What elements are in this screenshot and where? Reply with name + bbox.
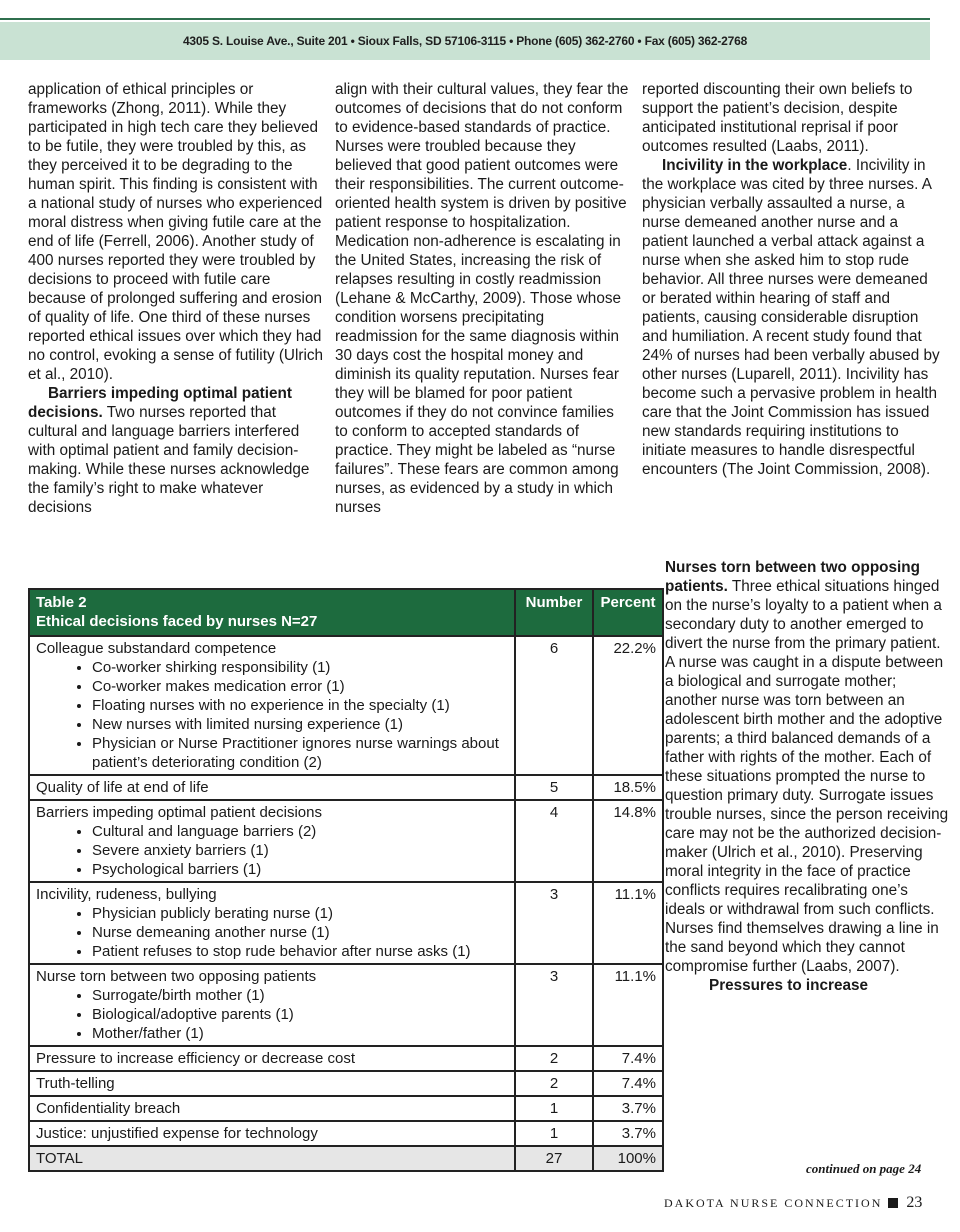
section-heading: Barriers impeding optimal patient decisions. (28, 385, 292, 421)
category-cell (29, 1096, 515, 1121)
magazine-name: DAKOTA NURSE CONNECTION (664, 1195, 883, 1210)
table-row (29, 1046, 663, 1071)
table-row (29, 800, 663, 882)
list-item: • Biological/adoptive parents (1) (92, 1005, 508, 1024)
percent-cell: 7.4% (593, 1046, 663, 1071)
table-row (29, 882, 663, 964)
category-label: Incivility, rudeness, bullying (36, 886, 217, 903)
table-title: Table 2 (36, 594, 87, 611)
list-item: • Physician or Nurse Practitioner ignores nurse warnings about patient’s deteriorating condition (2) (92, 734, 508, 772)
category-cell (29, 775, 515, 800)
list-item: • Floating nurses with no experience in the specialty (1) (92, 696, 508, 715)
total-row (29, 1146, 663, 1171)
list-item: • Co-worker shirking responsibility (1) (92, 658, 508, 677)
category-cell (29, 800, 515, 882)
category-label: Justice: unjustified expense for technology (36, 1125, 318, 1142)
category-label: Quality of life at end of life (36, 779, 209, 796)
table-title-cell (29, 589, 515, 636)
number-column-header: Number (515, 589, 593, 636)
list-item: • Patient refuses to stop rude behavior after nurse asks (1) (92, 942, 508, 961)
table-header-row (29, 589, 663, 636)
paragraph: align with their cultural values, they fear the outcomes of decisions that do not conform to evidence-based standards of practice. Nurses were troubled because they believed that good patient outcomes were their responsibilities. The current outcome-oriented health system is driven by positive patient response to hospitalization. Medication non-adherence is escalating in the United States, increasing the risk of relapses resulting in costly readmission (Lehane & McCarthy, 2009). Those whose condition worsens precipitating readmission for the same diagnosis within 30 days cost the hospital money and diminish its quality reputation. Nurses fear they will be blamed for poor patient outcomes if they do not convince families to conform to accepted standards of practice. They might be labeled as “nurse failures”. These fears are common among nurses, as evidenced by a study in which nurses (335, 81, 629, 516)
table-row (29, 1096, 663, 1121)
sub-item-list (36, 904, 508, 961)
number-cell: 3 (515, 964, 593, 1046)
percent-cell: 11.1% (593, 964, 663, 1046)
number-cell: 1 (515, 1096, 593, 1121)
table-row (29, 775, 663, 800)
list-item: • Psychological barriers (1) (92, 860, 508, 879)
number-cell: 5 (515, 775, 593, 800)
total-number: 27 (515, 1146, 593, 1171)
paragraph: application of ethical principles or frameworks (Zhong, 2011). While they participated in high tech care they believed to be futile, they were troubled by this, as they perceived it to be degrading to the human spirit. This finding is consistent with a national study of nurses who experienced moral distress when giving futile care at the end of life (Ferrell, 2006). Another study of 400 nurses reported they were troubled by decisions to proceed with futile care because of prolonged suffering and erosion of quality of life. One third of these nurses reported ethical issues over which they had no control, evoking a sense of futility (Ulrich et al., 2010). (28, 81, 324, 383)
list-item: • Severe anxiety barriers (1) (92, 841, 508, 860)
total-percent: 100% (593, 1146, 663, 1171)
table-row (29, 1071, 663, 1096)
list-item: • New nurses with limited nursing experience (1) (92, 715, 508, 734)
list-item: • Nurse demeaning another nurse (1) (92, 923, 508, 942)
percent-cell: 22.2% (593, 636, 663, 775)
number-cell: 3 (515, 882, 593, 964)
list-item: • Co-worker makes medication error (1) (92, 677, 508, 696)
number-cell: 2 (515, 1071, 593, 1096)
list-item: • Cultural and language barriers (2) (92, 822, 508, 841)
paragraph: reported discounting their own beliefs to support the patient’s decision, despite anticipated institutional reprisal if poor outcomes resulted (Laabs, 2011). (642, 81, 913, 155)
page-number: 23 (906, 1194, 923, 1211)
category-label: Nurse torn between two opposing patients (36, 968, 317, 985)
list-item: • Mother/father (1) (92, 1024, 508, 1043)
address-line: 4305 S. Louise Ave., Suite 201 • Sioux Falls, SD 57106-3115 • Phone (605) 362-2760 • Fax (605) 362-2768 (182, 34, 748, 48)
percent-cell: 14.8% (593, 800, 663, 882)
section-heading: Nurses torn between two opposing patients. (665, 559, 920, 595)
category-label: Pressure to increase efficiency or decrease cost (36, 1050, 356, 1067)
continued-note: continued on page 24 (806, 1161, 922, 1176)
header-rule (0, 18, 930, 20)
section-heading: Pressures to increase (709, 977, 869, 994)
list-item: • Physician publicly berating nurse (1) (92, 904, 508, 923)
list-item: • Surrogate/birth mother (1) (92, 986, 508, 1005)
ethical-decisions-table (28, 588, 664, 1172)
number-cell: 6 (515, 636, 593, 775)
paragraph: Three ethical situations hinged on the nurse’s loyalty to a patient when a secondary duty to another emerged to divert the nurse from the primary patient. A nurse was caught in a dispute between a biological and surrogate mother; another nurse was torn between an adolescent birth mother and the adoptive parents; a third balanced demands of a father with rights of the mother. Each of these situations prompted the nurse to question primary duty. Surrogate issues trouble nurses, since the person receiving care may not be the authorized decision-maker (Ulrich et al., 2010). Preserving moral integrity in the face of practice conflicts requires recalibrating one’s ideals or withdrawal from such conflicts. Nurses find themselves drawing a line in the sand beyond which they cannot compromise further (Laabs, 2007). (665, 578, 949, 975)
percent-cell: 7.4% (593, 1071, 663, 1096)
text-column-3 (642, 80, 942, 479)
percent-cell: 11.1% (593, 882, 663, 964)
sub-item-list (36, 658, 508, 772)
text-column-1 (28, 80, 324, 517)
section-heading: Incivility in the workplace (662, 157, 848, 174)
percent-column-header: Percent (593, 589, 663, 636)
paragraph: . Incivility in the workplace was cited by three nurses. A physician verbally assaulted a nurse, a nurse demeaned another nurse and a patient launched a verbal attack against a nurse when she asked him to stop rude behavior. All three nurses were demeaned or berated within hearing of staff and patients, causing considerable disruption and humiliation. A recent study found that 24% of nurses had been verbally abused by other nurses (Luparell, 2011). Incivility has become such a pervasive problem in health care that the Joint Commission has issued new standards requiring institutions to initiate measures to handle disrespectful encounters (The Joint Commission, 2008). (642, 157, 940, 478)
category-label: Truth-telling (36, 1075, 115, 1092)
sub-item-list (36, 986, 508, 1043)
category-label: Colleague substandard competence (36, 640, 277, 657)
percent-cell: 3.7% (593, 1121, 663, 1146)
total-label: TOTAL (29, 1146, 515, 1171)
number-cell: 1 (515, 1121, 593, 1146)
category-cell (29, 882, 515, 964)
table-row (29, 636, 663, 775)
table-row (29, 964, 663, 1046)
page-footer (664, 1194, 922, 1212)
sub-item-list (36, 822, 508, 879)
text-column-2 (335, 80, 630, 517)
number-cell: 4 (515, 800, 593, 882)
category-label: Confidentiality breach (36, 1100, 181, 1117)
category-cell (29, 636, 515, 775)
number-cell: 2 (515, 1046, 593, 1071)
page-header-bar (0, 22, 930, 60)
square-bullet-icon (888, 1198, 898, 1208)
table-row (29, 1121, 663, 1146)
percent-cell: 3.7% (593, 1096, 663, 1121)
category-cell (29, 1046, 515, 1071)
category-cell (29, 1071, 515, 1096)
paragraph: Two nurses reported that cultural and language barriers interfered with optimal patient and family decision-making. While these nurses acknowledge the family’s right to make whatever decisions (28, 404, 310, 516)
category-label: Barriers impeding optimal patient decisions (36, 804, 322, 821)
percent-cell: 18.5% (593, 775, 663, 800)
category-cell (29, 1121, 515, 1146)
table-subtitle: Ethical decisions faced by nurses N=27 (36, 613, 318, 630)
text-column-wrap (665, 558, 949, 995)
category-cell (29, 964, 515, 1046)
